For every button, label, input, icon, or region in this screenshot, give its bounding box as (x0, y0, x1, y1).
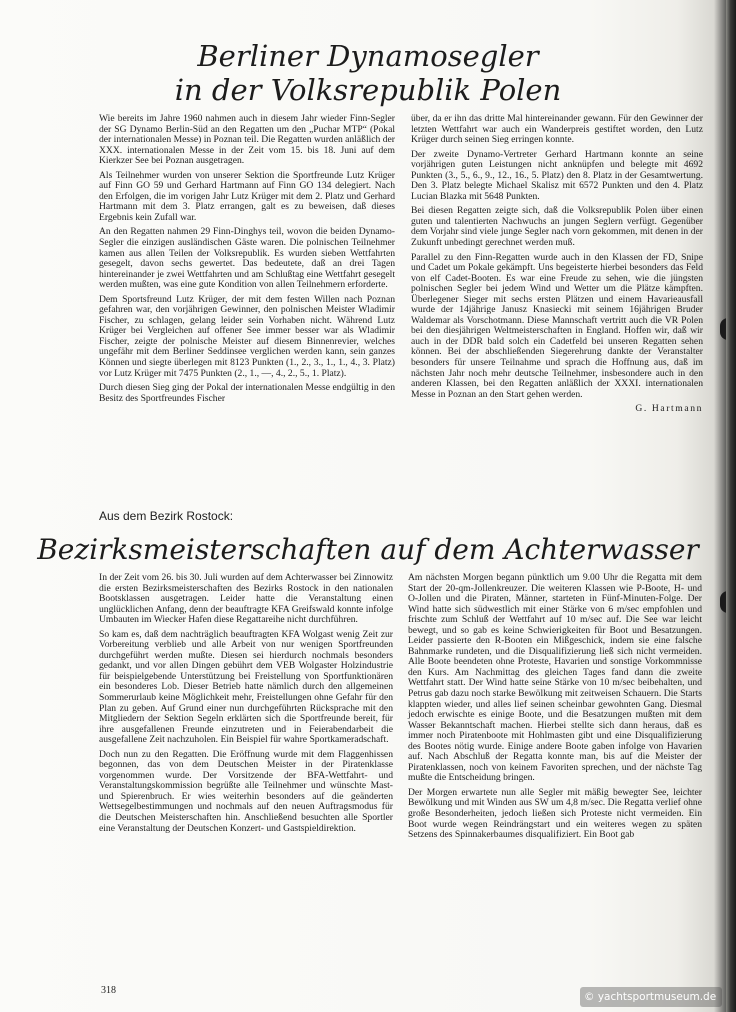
paragraph: Wie bereits im Jahre 1960 nahmen auch in diesem Jahr wieder Finn-Segler der SG Dynamo Berlin-Süd an den Regatten um den „Puchar MTP“ (Pokal der internationalen Messe) in Poznan teil. Die Regatten wurden anläßlich der XXX. internationalen Messe in der Zeit vom 15. bis 18. Juni auf dem Kierkzer See bei Poznan ausgetragen. (99, 113, 395, 167)
copyright-watermark: © yachtsportmuseum.de (580, 987, 722, 1007)
paragraph: Dem Sportsfreund Lutz Krüger, der mit dem festen Willen nach Poznan gefahren war, den vorjährigen Gewinner, den polnischen Meister Wladimir Fischer, zu schlagen, gelang leider sein Vorhaben nicht. Während Lutz Krüger bei Vergleichen auf offener See immer besser war als Wladimir Fischer, zeigte der polnische Meister auf diesem Binnenrevier, welches ungefähr mit dem Berliner Seddinsee verglichen werden kann, sein ganzes Können und siegte überlegen mit 8123 Punkten (1., 2., 3., 1., 1., 4., 3. Platz) vor Lutz Krüger mit 7475 Punkten (2., 1., —, 4., 2., 5., 1. Platz). (99, 293, 395, 379)
paragraph: Bei diesen Regatten zeigte sich, daß die Volksrepublik Polen über einen guten und talentierten Nachwuchs an jungen Seglern verfügt. Gegenüber dem Vorjahr sind viele junge Segler nach vorn gekommen, mit denen in der Zukunft unbedingt gerechnet werden muß. (411, 205, 703, 249)
paragraph: An den Regatten nahmen 29 Finn-Dinghys teil, wovon die beiden Dynamo-Segler die einzigen ausländischen Gäste waren. Die polnischen Teilnehmer kamen aus allen Teilen der Volksrepublik. Es wurden sieben Wettfahrten gesegelt, davon sechs gewertet. Das bedeutete, daß an drei Tagen hintereinander je zwei Wettfahrten und am Schlußtag eine Wettfahrt gesegelt werden mußten, was eine gute Kondition von allen Teilnehmern erforderte. (99, 226, 395, 291)
article2-title: Bezirksmeisterschaften auf dem Achterwasser (37, 533, 699, 566)
paragraph: Der zweite Dynamo-Vertreter Gerhard Hartmann konnte an seine vorjährigen guten Leistungen nicht anknüpfen und belegte mit 4692 Punkten (3., 5., 6., 9., 12., 16., 5. Platz) den 8. Platz in der Gesamtwertung. Den 3. Platz belegte Michael Skalisz mit 6572 Punkten und den 4. Platz Lucian Blazka mit 5648 Punkten. (411, 148, 703, 202)
paragraph: In der Zeit vom 26. bis 30. Juli wurden auf dem Achterwasser bei Zinnowitz die ersten Bezirksmeisterschaften des Bezirks Rostock in den nationalen Bootsklassen ausgetragen. Leider hatte die Veranstaltung einen unglücklichen Anfang, denn der beauftragte KFA Greifswald konnte infolge Umbauten im Wiecker Hafen diese Regattareihe nicht durchführen. (99, 572, 393, 626)
article1-right-column (411, 114, 703, 419)
paragraph: Der Morgen erwartete nun alle Segler mit mäßig bewegter See, leichter Bewölkung und mit Winden aus SW um 4,8 m/sec. Die Regatta verlief ohne große Besonderheiten, jedoch ließen sich Proteste nicht vermeiden. Ein Boot wurde wegen Reindrängstart und ein weiteres wegen zu späten Setzens des Spinnakerbaumes disqualifiziert. Ein Boot gab (408, 786, 702, 841)
author-signature: G. Hartmann (635, 403, 703, 415)
article2-left-column (99, 573, 393, 838)
paragraph: Am nächsten Morgen begann pünktlich um 9.00 Uhr die Regatta mit dem Start der 20-qm-Jollenkreuzer. Die weiteren Klassen wie P-Boote, H- und O-Jollen und die Piraten, Männer, starteten in Fünf-Minuten-Folge. Der Wind hatte sich südwestlich mit einer Stärke von 6 m/sec empfohlen und frischte zum Schluß der Wettfahrt auf 10 m/sec auf. Die See war leicht bewegt, und so gab es keine Schwierigkeiten für Boot und Besatzungen. Leider passierte den R-Booten ein Mißgeschick, indem sie eine falsche Bahnmarke rundeten, und die Disqualifizierung ließ sich nicht vermeiden. Alle Boote beendeten ohne Proteste, Havarien und sonstige Vorkommnisse den Kurs. Am Nachmittag des gleichen Tages fand dann die zweite Wettfahrt statt. Der Wind hatte seine Stärke von 10 m/sec beibehalten, und Petrus gab dazu noch starke Bewölkung mit zeitweisen Schauern. Die Starts klappten wieder, und alles lief seinen scheinbar gewohnten Gang. Diesmal jedoch erwischte es einige Boote, und die Besatzungen mußten mit dem Wasser Bekanntschaft machen. Hierbei stellte sich dann heraus, daß es immer noch Piratenboote mit Hohlmasten gibt und eine Disqualifizierung des Bootes nötig wurde. Einige andere Boote gaben infolge von Havarien auf. Nach Abschluß der Regatta konnte man, bis auf die Meister der Piratenklassen, noch von keinem Favoriten sprechen, und der nächste Tag mußte die Entscheidung bringen. (408, 572, 702, 784)
page-spine-edge (726, 0, 736, 1012)
paragraph: Doch nun zu den Regatten. Die Eröffnung wurde mit dem Flaggenhissen begonnen, das von dem Deutschen Meister in der Piratenklasse vorgenommen wurde. Der Vorsitzende der BFA-Wettfahrt- und Veranstaltungskommission begrüßte alle Teilnehmer und wünschte Mast- und Spierenbruch. Er wies weiterhin besonders auf die geänderten Wettsegelbestimmungen und nochmals auf den neuen Auftragsmodus für die Deutschen Meisterschaften hin. Anschließend besuchten alle Sportler eine Veranstaltung der Deutschen Konzert- und Gastspieldirektion. (99, 748, 393, 834)
article1-left-column (99, 114, 395, 408)
paragraph: über, da er ihn das dritte Mal hintereinander gewann. Für den Gewinner der letzten Wettfahrt war auch ein Wanderpreis gestiftet worden, den Lutz Krüger durch seinen Sieg erringen konnte. (411, 113, 703, 146)
article-title-line-2: in der Volksrepublik Polen (174, 73, 562, 107)
paragraph: Als Teilnehmer wurden von unserer Sektion die Sportfreunde Lutz Krüger auf Finn GO 59 und Gerhard Hartmann auf Finn GO 134 delegiert. Nach den Erfolgen, die im vorigen Jahr Lutz Krüger mit dem 2. Platz und Gerhard Hartmann mit dem 3. Platz errangen, galt es zu beweisen, daß dieses Ergebnis kein Zufall war. (99, 169, 395, 223)
page-number: 318 (101, 985, 116, 996)
article2-right-column (408, 573, 702, 845)
article-title-line-1: Berliner Dynamosegler (197, 39, 539, 73)
paragraph: So kam es, daß dem nachträglich beauftragten KFA Wolgast wenig Zeit zur Vorbereitung verblieb und alle Arbeit von nur wenigen Sportfreunden durchgeführt werden mußte. Diesen sei hierdurch nochmals besonders gedankt, und vor allen Dingen gebührt dem VEB Wolgaster Holzindustrie für beispielgebende Unterstützung bei Freistellung von Sportfunktionären ein besonderes Lob. Dieser Betrieb hatte nämlich durch den allgemeinen Sommerurlaub keine Möglichkeit mehr, Freistellungen ohne Gefahr für den Plan zu geben. Auf Grund einer nun durchgeführten Rücksprache mit den Mitgliedern der Sektion Segeln erklärten sich die Sportfreunde bereit, für ihre ausgefallenen Freunde einzutreten und in Feierabendarbeit die ausgefallene Zeit nachzuholen. Ein Beispiel für wahre Sportkameradschaft. (99, 628, 393, 746)
paragraph: Durch diesen Sieg ging der Pokal der internationalen Messe endgültig in den Besitz des Sportfreundes Fischer (99, 382, 395, 404)
paragraph: Parallel zu den Finn-Regatten wurde auch in den Klassen der FD, Snipe und Cadet um Pokale gekämpft. Uns begeisterte hierbei besonders das Feld von elf Cadet-Booten. Es war eine Freude zu sehen, wie die jüngsten polnischen Segler bei jedem Wind und Wetter um die Plätze kämpften. Überlegener Sieger mit sechs ersten Plätzen und einem Havarieausfall wurde der 14jährige Janusz Knasiecki mit seinem 16jährigen Bruder Waldemar als Vorschotmann. Diese Mannschaft vertritt auch die VR Polen bei den diesjährigen Weltmeisterschaften in England. Hoffen wir, daß wir auch in der DDR bald solch ein Cadetfeld bei unseren Regatten sehen können. Bei der abschließenden Siegerehrung dankte der Veranstalter besonders für unsere Teilnahme und sprach die Hoffnung aus, daß im nächsten Jahr noch mehr deutsche Teilnehmer, insbesondere auch in den anderen Klassen, bei den Regatten anläßlich der XXXI. internationalen Messe in Poznan an den Start gehen werden. (411, 251, 703, 400)
section-subhead: Aus dem Bezirk Rostock: (99, 509, 234, 523)
